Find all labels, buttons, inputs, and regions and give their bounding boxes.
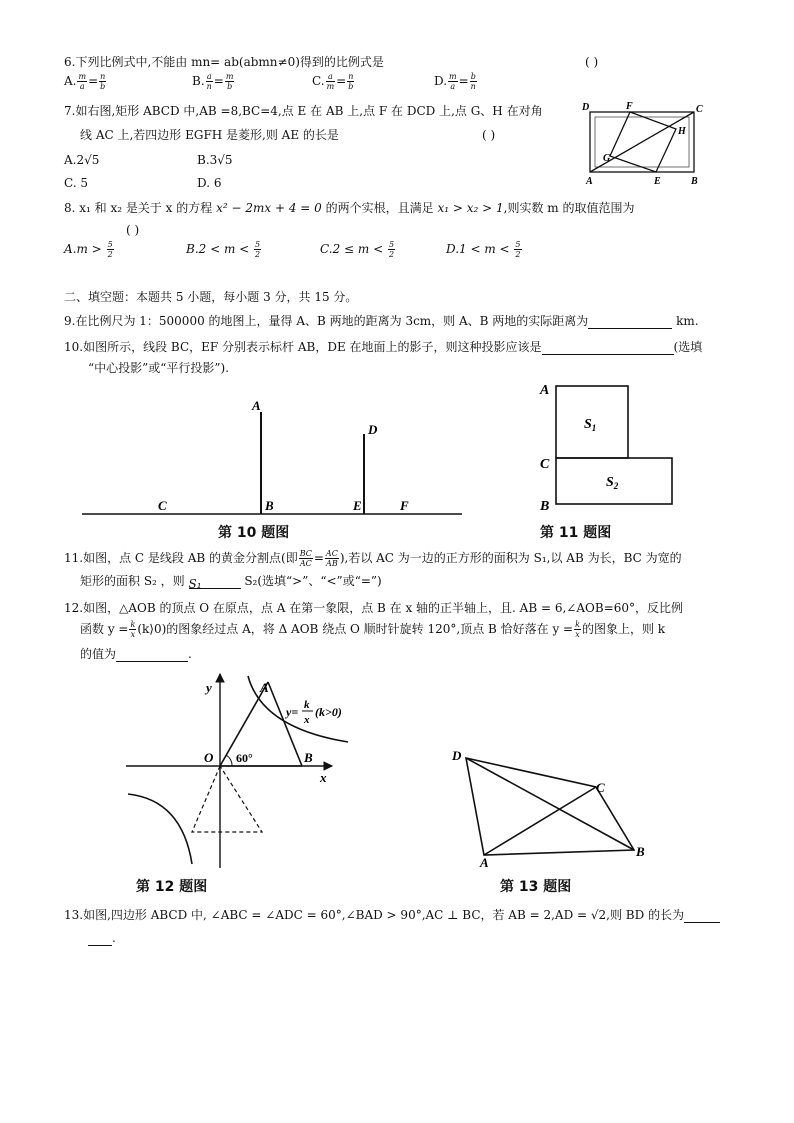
- q6-option-d: D. $\frac{m}{a}$ = $\frac{b}{n}$: [434, 72, 476, 91]
- side-ab: [268, 682, 302, 766]
- q7-option-d: D. 6: [197, 176, 222, 190]
- q10-answer-blank[interactable]: [542, 342, 674, 355]
- label-f: F: [400, 498, 409, 513]
- q11-answer-blank[interactable]: S₁: [189, 576, 241, 589]
- label-a: A: [260, 680, 269, 695]
- q13-figure: [444, 744, 654, 868]
- q7-option-b: B.3√5: [197, 153, 233, 167]
- q6-option-a: A. $\frac{m}{a}$ = $\frac{n}{b}$: [64, 72, 106, 91]
- square-s1: [556, 386, 628, 458]
- label-d: D: [582, 102, 590, 113]
- q13-line2: .: [88, 930, 116, 946]
- label-d: D: [368, 422, 378, 437]
- diagonal-db: [466, 758, 634, 850]
- q13-caption: 第 13 题图: [500, 879, 572, 895]
- q12-figure: [122, 668, 362, 874]
- label-c: C: [540, 457, 550, 472]
- label-d: D: [452, 748, 462, 763]
- label-c: C: [158, 498, 167, 513]
- q12-line3: 的值为 .: [80, 647, 192, 661]
- q7-line2: 线 AC 上,若四边形 EGFH 是菱形,则 AE 的长是: [80, 128, 339, 142]
- y-axis-arrow: [216, 674, 224, 682]
- q11-line2: 矩形的面积 S₂ ，则 S₁ S₂(选填“>”、“<”或“=”): [80, 574, 382, 591]
- q6-stem: 6.下列比例式中,不能由 mn= ab(abmn≠0)得到的比例式是: [64, 55, 384, 69]
- label-f: F: [626, 101, 633, 112]
- label-o: O: [204, 750, 214, 765]
- label-x: x: [320, 770, 327, 785]
- section-2-heading: 二、填空题：本题共 5 小题，每小题 3 分，共 15 分。: [64, 290, 358, 304]
- q9-text: 9.在比例尺为 1：500000 的地图上，量得 A、B 两地的距离为 3cm，则 A、B 两地的实际距离为 km.: [64, 314, 699, 328]
- q8-option-c: C.2 ≤ m < $\frac{5}{2}$: [320, 240, 395, 259]
- hyperbola-branch-3: [128, 794, 192, 864]
- q10-figure: [72, 392, 472, 522]
- label-b: B: [691, 176, 698, 187]
- q10-line1: 10.如图所示，线段 BC，EF 分别表示标杆 AB，DE 在地面上的影子，则这种投影应该是 (选填: [64, 340, 703, 354]
- label-b: B: [304, 750, 313, 765]
- q6-answer-paren: ( ): [585, 55, 599, 69]
- diagonal-ac: [484, 787, 596, 855]
- q12-caption: 第 12 题图: [136, 879, 208, 895]
- label-y: y: [206, 680, 212, 695]
- q7-answer-paren: ( ): [482, 128, 496, 142]
- label-e: E: [654, 176, 661, 187]
- q11-figure: [534, 376, 684, 516]
- label-c: C: [696, 104, 703, 115]
- q7-rectangle-figure: [578, 98, 708, 190]
- label-a: A: [586, 176, 593, 187]
- q11-line1: 11.如图，点 C 是线段 AB 的黄金分割点(即 $\frac{BC}{AC}$ = $\frac{AC}{AB}$ ),若以 AC 为一边的正方形的面积为 S₁,以 AB 为长，BC 为宽的: [64, 549, 682, 568]
- label-g: G: [603, 153, 611, 164]
- label-b: B: [265, 498, 274, 513]
- q11-caption: 第 11 题图: [540, 525, 612, 541]
- q12-line2: 函数 y = $\frac{k}{x}$ (k⟩0)的图象经过点 A，将 Δ AOB 绕点 O 顺时针旋转 120°,顶点 B 恰好落在 y = $\frac{k}{x}$ 的图象上，则 k: [80, 620, 666, 639]
- x-axis-arrow: [324, 762, 332, 770]
- function-label-y: y=: [286, 705, 299, 719]
- q8-option-d: D.1 < m < $\frac{5}{2}$: [446, 240, 521, 259]
- q12-line1: 12.如图，△AOB 的顶点 O 在原点，点 A 在第一象限，点 B 在 x 轴的正半轴上，且. AB = 6,∠AOB=60°，反比例: [64, 601, 684, 615]
- q6-option-b: B. $\frac{a}{n}$ = $\frac{m}{b}$: [192, 72, 234, 91]
- label-a: A: [480, 855, 489, 868]
- label-h: H: [678, 126, 686, 137]
- q12-answer-blank[interactable]: [116, 649, 188, 662]
- function-label-k: k: [304, 699, 310, 711]
- angle-arc: [226, 755, 232, 766]
- label-s2: $S_2$: [606, 475, 619, 491]
- label-a: A: [540, 383, 550, 398]
- q8-option-b: B.2 < m < $\frac{5}{2}$: [186, 240, 261, 259]
- rotated-triangle: [192, 766, 262, 832]
- q8-option-a: A.m > $\frac{5}{2}$: [64, 240, 113, 259]
- label-b: B: [540, 499, 550, 514]
- q8-stem: 8. x₁ 和 x₂ 是关于 x 的方程 x² − 2mx + 4 = 0 的两个实根，且满足 x₁ > x₂ > 1,则实数 m 的取值范围为: [64, 201, 635, 215]
- label-c: C: [596, 780, 605, 795]
- q10-caption: 第 10 题图: [218, 525, 290, 541]
- q8-answer-paren: ( ): [126, 223, 140, 237]
- label-e: E: [353, 498, 362, 513]
- function-condition: (k>0): [315, 705, 342, 719]
- q13-answer-blank[interactable]: [684, 910, 720, 923]
- label-s1: $S_1$: [584, 417, 597, 433]
- q13-line1: 13.如图,四边形 ABCD 中, ∠ABC = ∠ADC = 60°,∠BAD > 90°,AC ⊥ BC，若 AB = 2,AD = √2,则 BD 的长为: [64, 907, 720, 923]
- angle-label: 60°: [236, 751, 253, 765]
- q9-answer-blank[interactable]: [588, 316, 672, 329]
- q13-answer-blank-cont[interactable]: [88, 933, 112, 946]
- q10-line2: “中心投影”或“平行投影”).: [88, 361, 230, 375]
- q6-option-c: C. $\frac{a}{m}$ = $\frac{n}{b}$: [312, 72, 354, 91]
- q7-option-c: C. 5: [64, 176, 89, 190]
- label-b: B: [636, 844, 645, 859]
- label-a: A: [252, 398, 261, 413]
- q7-line1: 7.如右图,矩形 ABCD 中,AB =8,BC=4,点 E 在 AB 上,点 F 在 DCD 上,点 G、H 在对角: [64, 104, 543, 118]
- q7-option-a: A.2√5: [64, 153, 100, 167]
- function-label-x: x: [304, 714, 310, 726]
